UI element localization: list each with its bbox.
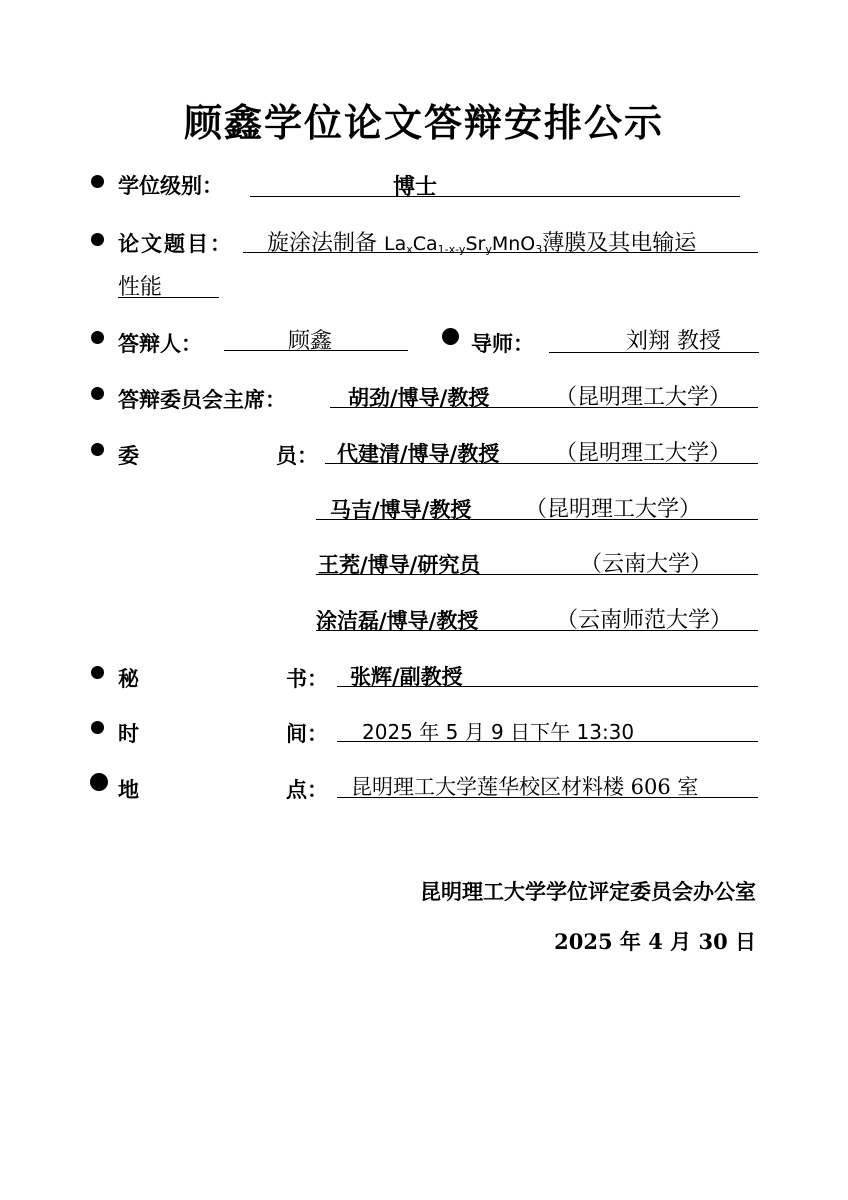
place-label-a: 地 [118, 777, 139, 802]
defender-label: 答辩人： [118, 331, 202, 356]
member-name: 王茺/博导/研究员 [318, 552, 481, 577]
bullet-icon [91, 175, 104, 188]
formula-sub-y: y [485, 243, 492, 256]
member-name: 代建清/博导/教授 [337, 441, 500, 466]
place-row [0, 767, 848, 807]
secretary-label-a: 秘 [118, 666, 139, 691]
bullet-icon [91, 666, 104, 679]
defender-value: 顾鑫 [288, 329, 333, 354]
member-row-2 [0, 489, 848, 529]
degree-value: 博士 [393, 174, 438, 200]
advisor-value: 刘翔 教授 [626, 329, 721, 354]
bullet-icon [91, 233, 104, 246]
bullet-icon [91, 331, 104, 344]
thesis-formula [384, 233, 542, 255]
chair-name: 胡劲/博导/教授 [348, 385, 490, 410]
page-title: 顾鑫学位论文答辩安排公示 [183, 101, 664, 145]
formula-la: La [384, 233, 407, 255]
member-row-3 [0, 544, 848, 584]
member-name: 马吉/博导/教授 [330, 497, 472, 522]
defender-row [0, 320, 848, 360]
time-label-b: 间： [286, 721, 328, 746]
bullet-icon [91, 443, 104, 456]
secretary-value: 张辉/副教授 [350, 664, 463, 689]
member-org: （云南大学） [580, 552, 713, 577]
degree-label: 学位级别： [118, 173, 223, 198]
bullet-icon [91, 387, 104, 400]
members-label-b: 员： [276, 443, 318, 468]
time-row [0, 711, 848, 751]
thesis-label: 论文题目： [118, 231, 233, 256]
time-value: 2025 年 5 月 9 日下午 13:30 [362, 720, 635, 744]
thesis-suffix: 薄膜及其电输运 [542, 231, 697, 256]
member-org: （昆明理工大学） [555, 441, 732, 466]
member-org: （云南师范大学） [556, 608, 733, 633]
place-value: 昆明理工大学莲华校区材料楼 606 室 [351, 775, 699, 799]
chair-label: 答辩委员会主席： [118, 387, 286, 412]
thesis-prefix: 旋涂法制备 [267, 231, 384, 256]
member-org: （昆明理工大学） [525, 497, 702, 522]
member-row-4 [0, 600, 848, 640]
bullet-icon [90, 773, 108, 791]
degree-underline [250, 166, 740, 197]
members-label-a: 委 [118, 443, 139, 468]
secretary-row [0, 656, 848, 696]
bullet-icon [91, 721, 104, 734]
secretary-label-b: 书： [286, 666, 328, 691]
formula-sub-x: x [406, 243, 413, 256]
chair-org: （昆明理工大学） [555, 385, 732, 410]
footer-date: 2025 年 4 月 30 日 [554, 929, 756, 954]
footer-office: 昆明理工大学学位评定委员会办公室 [420, 879, 756, 904]
member-name: 涂洁磊/博导/教授 [316, 608, 479, 633]
bullet-icon [442, 328, 459, 345]
formula-sub-1xy: 1-x-y [437, 243, 466, 256]
thesis-title-line2: 性能 [118, 275, 163, 300]
formula-sub-3: 3 [535, 243, 543, 256]
formula-ca: Ca [412, 233, 438, 255]
thesis-row [0, 222, 848, 302]
time-label-a: 时 [118, 721, 139, 746]
degree-row [0, 166, 848, 206]
advisor-label: 导师： [471, 331, 534, 356]
formula-sr: Sr [465, 233, 486, 255]
member-row-1 [0, 433, 848, 473]
place-label-b: 点： [286, 777, 328, 802]
chair-row [0, 377, 848, 417]
thesis-title-line1 [267, 226, 696, 257]
formula-mno: MnO [491, 233, 536, 255]
